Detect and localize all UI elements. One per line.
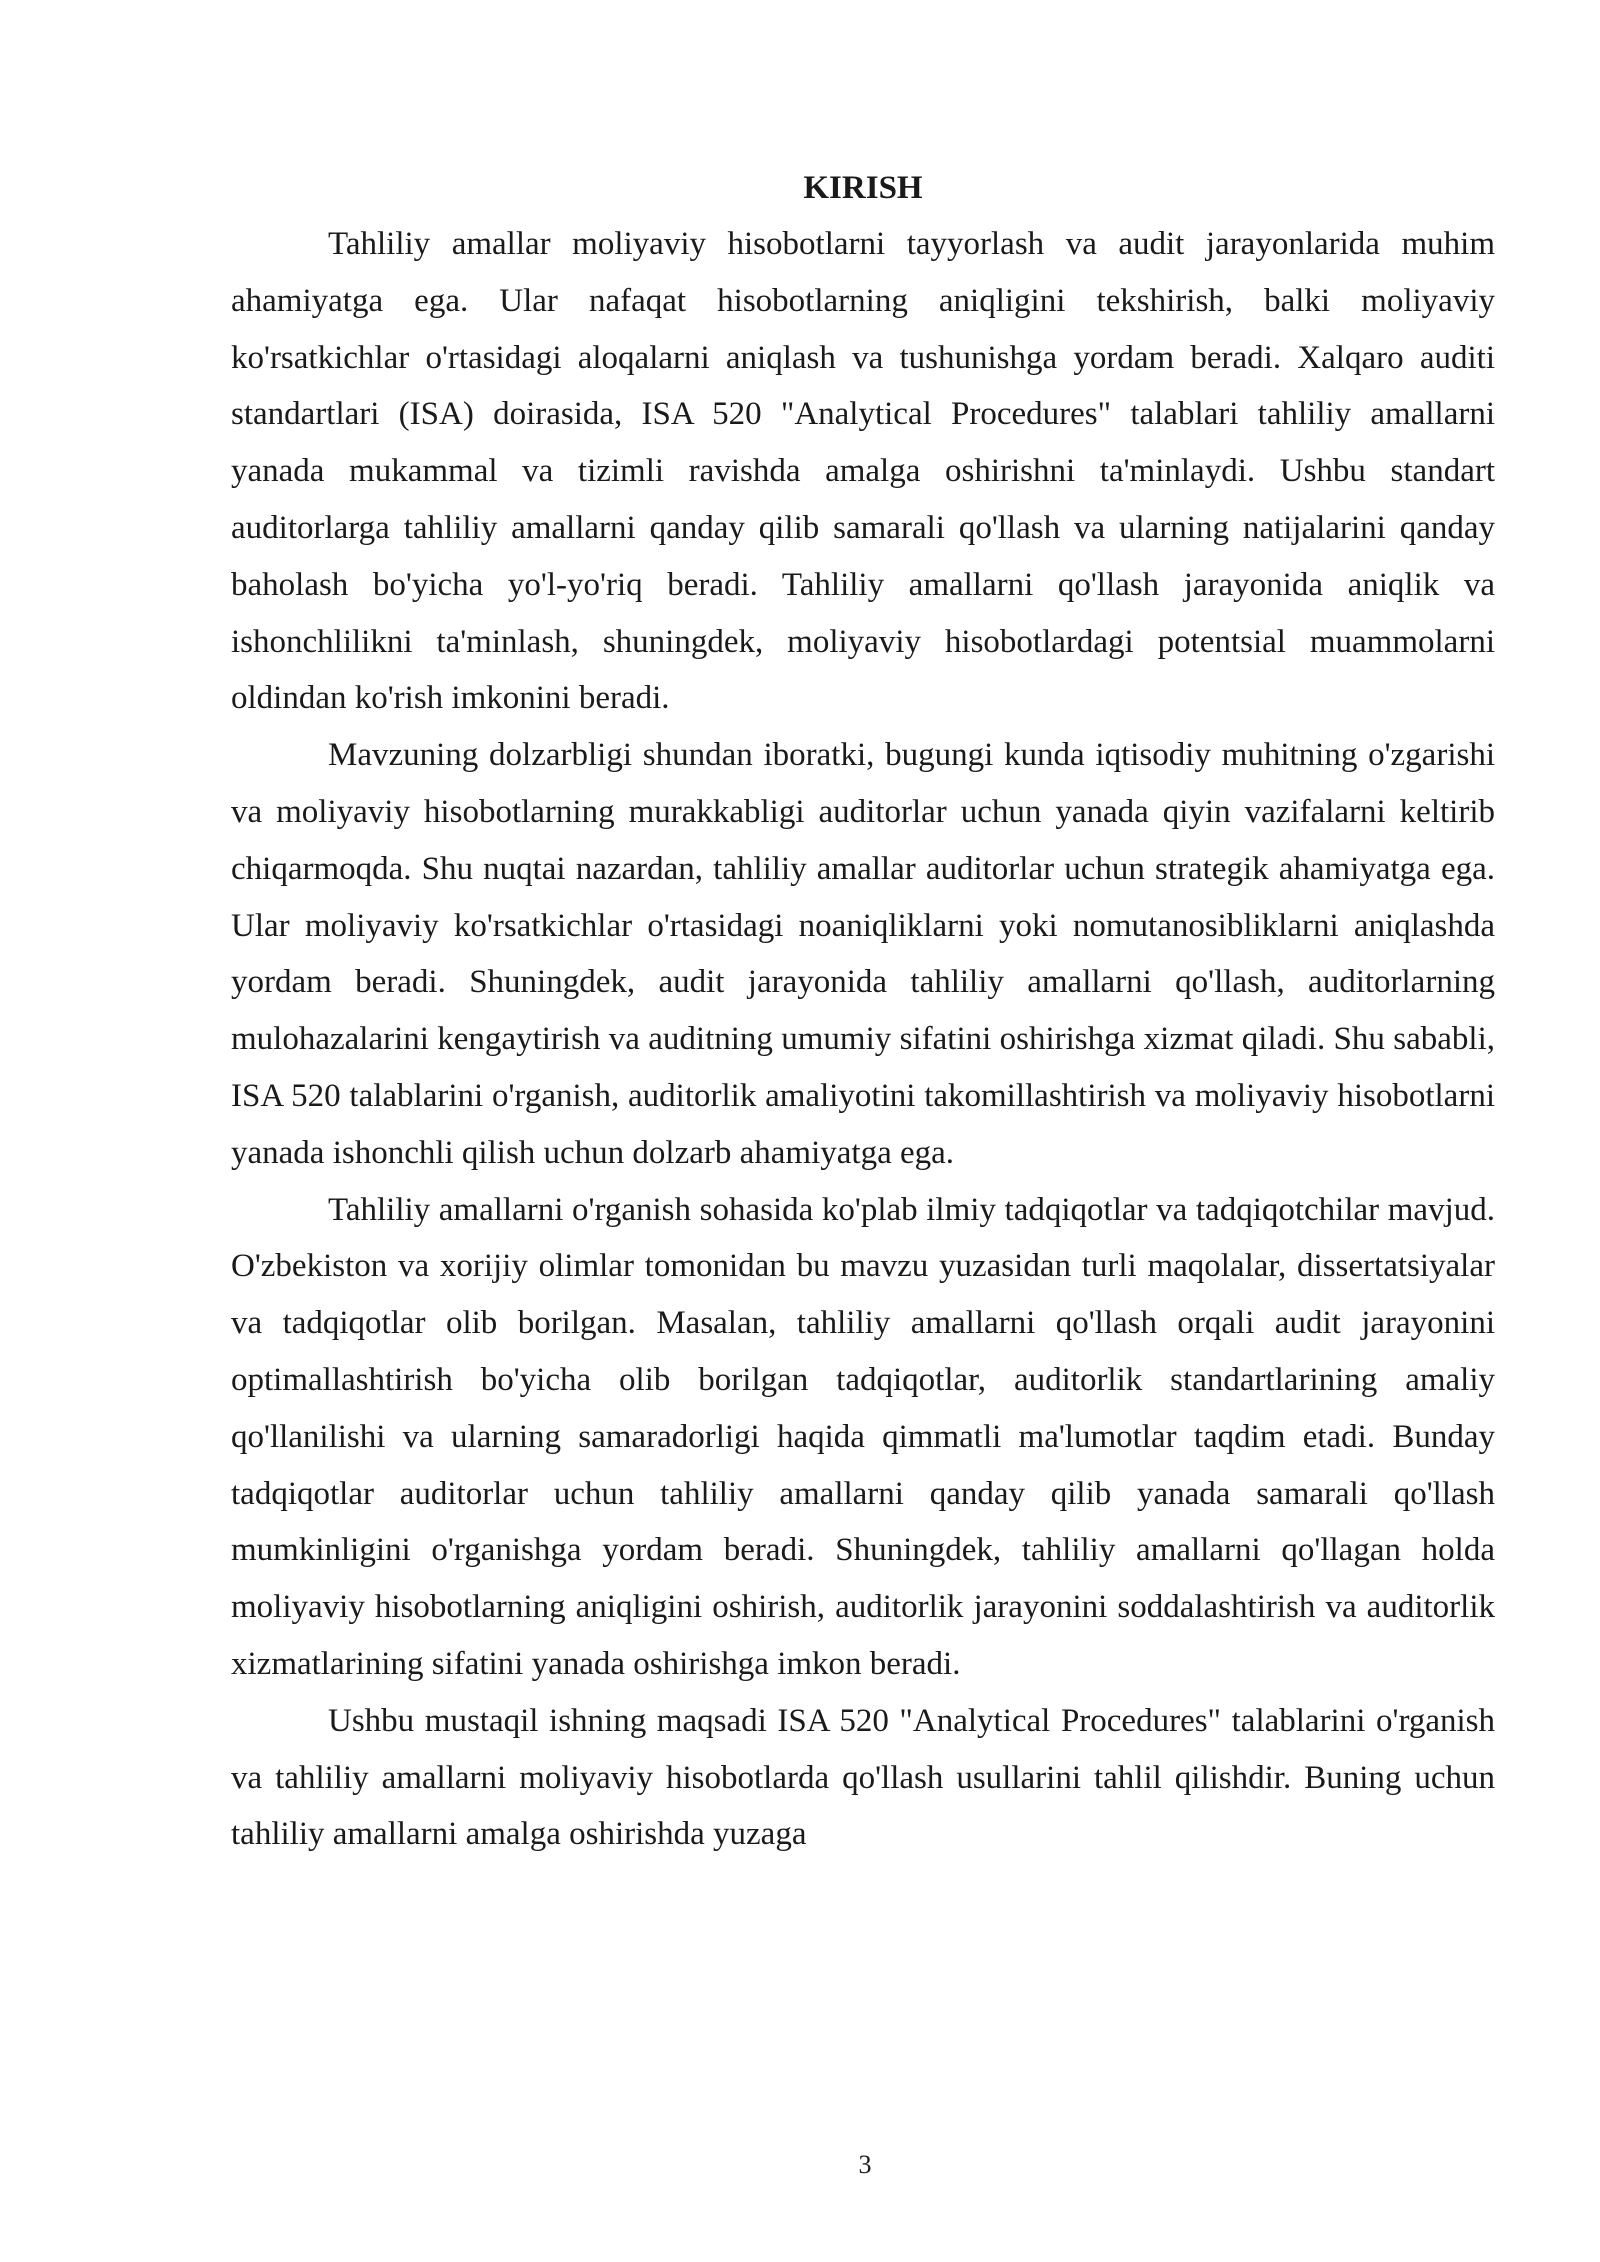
paragraph-intro: Tahliliy amallar moliyaviy hisobotlarni tayyorlash va audit jarayonlarida muhim ahamiyatga ega. Ular nafaqat hisobotlarning aniqligini tekshirish, balki moliyaviy ko'rsatkichlar o'rtasidagi aloqalarni aniqlash va tushunishga yordam beradi. Xalqaro auditi standartlari (ISA) doirasida, ISA 520 "Analytical Procedures" talablari tahliliy amallarni yanada mukammal va tizimli ravishda amalga oshirishni ta'minlaydi. Ushbu standart auditorlarga tahliliy amallarni qanday qilib samarali qo'llash va ularning natijalarini qanday baholash bo'yicha yo'l-yo'riq beradi. Tahliliy amallarni qo'llash jarayonida aniqlik va ishonchlilikni ta'minlash, shuningdek, moliyaviy hisobotlardagi potentsial muammolarni oldindan ko'rish imkonini beradi. (231, 226, 1495, 717)
page-title: KIRISH (803, 170, 923, 206)
paragraph-relevance: Mavzuning dolzarbligi shundan iboratki, bugungi kunda iqtisodiy muhitning o'zgarishi va moliyaviy hisobotlarning murakkabligi auditorlar uchun yanada qiyin vazifalarni keltirib chiqarmoqda. Shu nuqtai nazardan, tahliliy amallar auditorlar uchun strategik ahamiyatga ega. Ular moliyaviy ko'rsatkichlar o'rtasidagi noaniqliklarni yoki nomutanosibliklarni aniqlashda yordam beradi. Shuningdek, audit jarayonida tahliliy amallarni qo'llash, auditorlarning mulohazalarini kengaytirish va auditning umumiy sifatini oshirishga xizmat qiladi. Shu sababli, ISA 520 talablarini o'rganish, auditorlik amaliyotini takomillashtirish va moliyaviy hisobotlarni yanada ishonchli qilish uchun dolzarb ahamiyatga ega. (231, 737, 1495, 1171)
document-page (231, 160, 1495, 1863)
page-number: 3 (858, 2150, 872, 2179)
paragraph-purpose: Ushbu mustaqil ishning maqsadi ISA 520 "Analytical Procedures" talablarini o'rganish va tahliliy amallarni moliyaviy hisobotlarda qo'llash usullarini tahlil qilishdir. Buning uchun tahliliy amallarni amalga oshirishda yuzaga (231, 1702, 1495, 1853)
paragraph-research: Tahliliy amallarni o'rganish sohasida ko'plab ilmiy tadqiqotlar va tadqiqotchilar mavjud. O'zbekiston va xorijiy olimlar tomonidan bu mavzu yuzasidan turli maqolalar, dissertatsiyalar va tadqiqotlar olib borilgan. Masalan, tahliliy amallarni qo'llash orqali audit jarayonini optimallashtirish bo'yicha olib borilgan tadqiqotlar, auditorlik standartlarining amaliy qo'llanilishi va ularning samaradorligi haqida qimmatli ma'lumotlar taqdim etadi. Bunday tadqiqotlar auditorlar uchun tahliliy amallarni qanday qilib yanada samarali qo'llash mumkinligini o'rganishga yordam beradi. Shuningdek, tahliliy amallarni qo'llagan holda moliyaviy hisobotlarning aniqligini oshirish, auditorlik jarayonini soddalashtirish va auditorlik xizmatlarining sifatini yanada oshirishga imkon beradi. (231, 1191, 1495, 1682)
